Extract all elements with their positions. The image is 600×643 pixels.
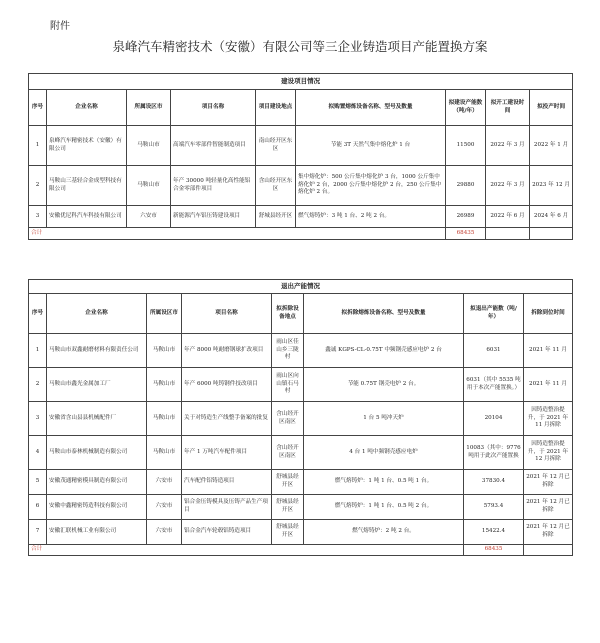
- cell: 5: [29, 470, 47, 495]
- cell: 马鞍山市: [147, 436, 182, 470]
- cell: [530, 228, 573, 240]
- cell: 安徽中鑫精密铸造科技有限公司: [47, 495, 147, 520]
- cell: 含山经开区东区: [256, 166, 296, 206]
- cell: 马鞍山市双鑫耐磨材料有限责任公司: [47, 334, 147, 368]
- cell: 年产 1 万吨汽车配件项目: [182, 436, 272, 470]
- cell: 新能源汽车铝压铸建设项目: [171, 206, 256, 228]
- col-header: 序号: [29, 90, 47, 126]
- table-row: [29, 402, 573, 436]
- col-header: 拟拆除熔炼设备名称、型号及数量: [304, 294, 464, 334]
- cell: 2021 年 11 月: [524, 334, 573, 368]
- cell: 2022 年 1 月: [530, 126, 573, 166]
- cell: 2: [29, 166, 47, 206]
- cell: 6: [29, 495, 47, 520]
- col-header: 企业名称: [47, 90, 127, 126]
- col-header: 企业名称: [47, 294, 147, 334]
- total-value: 68435: [446, 228, 486, 240]
- cell: 1: [29, 126, 47, 166]
- cell: 2022 年 3 月: [486, 126, 530, 166]
- cell: 泉峰汽车精密技术（安徽）有限公司: [47, 126, 127, 166]
- cell: 汽车配件铝铸造项目: [182, 470, 272, 495]
- cell: 舒城县经开区: [256, 206, 296, 228]
- cell: 4 台 1 吨中频钢壳感应电炉: [304, 436, 464, 470]
- cell: 舒城县经开区: [272, 470, 304, 495]
- cell: 11500: [446, 126, 486, 166]
- col-header: 拟拆除设备地点: [272, 294, 304, 334]
- cell: 节能 3T 天然气集中熔化炉 1 台: [296, 126, 446, 166]
- cell: 4: [29, 436, 47, 470]
- table-row: [29, 470, 573, 495]
- attachment-label: 附件: [50, 21, 70, 32]
- cell: 29880: [446, 166, 486, 206]
- cell: 马鞍山市: [147, 368, 182, 402]
- table-row: [29, 334, 573, 368]
- cell: 37830.4: [464, 470, 524, 495]
- total-row: [29, 545, 573, 556]
- col-header: 拆除到位时间: [524, 294, 573, 334]
- cell: 舒城县经开区: [272, 495, 304, 520]
- cell: 2021 年 12 月已拆除: [524, 470, 573, 495]
- cell: 1: [29, 334, 47, 368]
- cell: 6031（其中 5535 吨用于本次产能置换。）: [464, 368, 524, 402]
- cell: 5793.4: [464, 495, 524, 520]
- cell: 年产 6000 吨铸钢件技改项目: [182, 368, 272, 402]
- cell: 鑫诚 KGPS-CL-0.75T 中频钢壳感应电炉 2 台: [304, 334, 464, 368]
- cell: 7: [29, 520, 47, 545]
- table-row: [29, 206, 573, 228]
- cell: 高端汽车零部件智能制造项目: [171, 126, 256, 166]
- cell: 安徽茂通精密模具制造有限公司: [47, 470, 147, 495]
- cell: 六安市: [127, 206, 171, 228]
- cell: 雨山区佳山乡三陇村: [272, 334, 304, 368]
- cell: 2021 年 12 月已拆除: [524, 520, 573, 545]
- cell: 马鞍山市: [127, 166, 171, 206]
- cell: 燃气熔铸炉：2 吨 2 台。: [304, 520, 464, 545]
- cell: 2023 年 12 月: [530, 166, 573, 206]
- col-header: 拟建设产能数（吨/年）: [446, 90, 486, 126]
- total-label: 合计: [29, 228, 446, 240]
- cell: 1 台 5 吨冲天炉: [304, 402, 464, 436]
- cell: 年产 30000 吨轻量化高性能铝合金零部件项目: [171, 166, 256, 206]
- cell: 安徽省含山县县机械配件厂: [47, 402, 147, 436]
- col-header: 拟开工建设时间: [486, 90, 530, 126]
- cell: 铝合金汽车轮毂铝铸造项目: [182, 520, 272, 545]
- page-title: 泉峰汽车精密技术（安徽）有限公司等三企业铸造项目产能置换方案: [112, 39, 488, 54]
- table-row: [29, 368, 573, 402]
- col-header: 项目名称: [171, 90, 256, 126]
- cell: 20104: [464, 402, 524, 436]
- cell: 年产 8000 吨耐磨钢球扩改项目: [182, 334, 272, 368]
- cell: 26989: [446, 206, 486, 228]
- col-header: 拟投产时间: [530, 90, 573, 126]
- cell: 3: [29, 402, 47, 436]
- col-header: 项目名称: [182, 294, 272, 334]
- cell: 关于对铸造生产线整手备案的批复: [182, 402, 272, 436]
- cell: 10083（其中：9776 吨用于此次产能置换: [464, 436, 524, 470]
- construction-caption: 建设项目情况: [29, 74, 573, 90]
- cell: 六安市: [147, 520, 182, 545]
- cell: 燃气熔铸炉：1 吨 1 台、0.5 吨 1 台。: [304, 470, 464, 495]
- cell: 马鞍山三基轻合金成型科技有限公司: [47, 166, 127, 206]
- construction-table: [28, 73, 573, 240]
- cell: 6031: [464, 334, 524, 368]
- cell: 节能 0.75T 钢壳电炉 2 台。: [304, 368, 464, 402]
- cell: 燃气熔铸炉：1 吨 1 台、0.5 吨 2 台。: [304, 495, 464, 520]
- cell: 2022 年 3 月: [486, 166, 530, 206]
- table-row: [29, 126, 573, 166]
- cell: [524, 545, 573, 556]
- cell: 马鞍山市鑫光金属加工厂: [47, 368, 147, 402]
- table-row: [29, 520, 573, 545]
- cell: 六安市: [147, 495, 182, 520]
- cell: 2022 年 6 月: [486, 206, 530, 228]
- cell: 安徽优尼科汽车科技有限公司: [47, 206, 127, 228]
- col-header: 拟购置熔炼设备名称、型号及数量: [296, 90, 446, 126]
- total-value: 68435: [464, 545, 524, 556]
- cell: 3: [29, 206, 47, 228]
- cell: 六安市: [147, 470, 182, 495]
- cell: 集中熔化炉：500 公斤集中熔化炉 3 台，1000 公斤集中熔化炉 2 台，2000 公斤集中熔化炉 2 台，250 公斤集中熔化炉 2 台。: [296, 166, 446, 206]
- cell: 马鞍山市: [147, 402, 182, 436]
- total-label: 合计: [29, 545, 464, 556]
- col-header: 所属设区市: [127, 90, 171, 126]
- table-header-row: [29, 90, 573, 126]
- cell: 2021 年 11 月: [524, 368, 573, 402]
- col-header: 所属设区市: [147, 294, 182, 334]
- total-row: [29, 228, 573, 240]
- col-header: 项目建设地点: [256, 90, 296, 126]
- cell: [486, 228, 530, 240]
- cell: 舒城县经开区: [272, 520, 304, 545]
- cell: 燃气熔铸炉：3 吨 1 台、2 吨 2 台。: [296, 206, 446, 228]
- cell: 2: [29, 368, 47, 402]
- col-header: 拟退出产能数（吨/年）: [464, 294, 524, 334]
- cell: 2024 年 6 月: [530, 206, 573, 228]
- cell: 南山经开区东区: [256, 126, 296, 166]
- table-row: [29, 436, 573, 470]
- exit-caption: 退出产能情况: [29, 280, 573, 294]
- cell: 雨山区向山镇石马村: [272, 368, 304, 402]
- cell: 因铸造整治提升，于 2021 年 11 月拆除: [524, 402, 573, 436]
- table-row: [29, 495, 573, 520]
- cell: 安徽汇联机械工业有限公司: [47, 520, 147, 545]
- table-row: [29, 166, 573, 206]
- cell: 马鞍山市泰林机械制造有限公司: [47, 436, 147, 470]
- cell: 15422.4: [464, 520, 524, 545]
- cell: 铝合金压铸模具及压铸产品生产项目: [182, 495, 272, 520]
- cell: 含山经开区南区: [272, 402, 304, 436]
- cell: 因铸造整治提升，于 2021 年 12 月拆除: [524, 436, 573, 470]
- cell: 含山经开区南区: [272, 436, 304, 470]
- cell: 2021 年 12 月已拆除: [524, 495, 573, 520]
- cell: 马鞍山市: [147, 334, 182, 368]
- table-header-row: [29, 294, 573, 334]
- col-header: 序号: [29, 294, 47, 334]
- cell: 马鞍山市: [127, 126, 171, 166]
- exit-capacity-table: [28, 279, 573, 556]
